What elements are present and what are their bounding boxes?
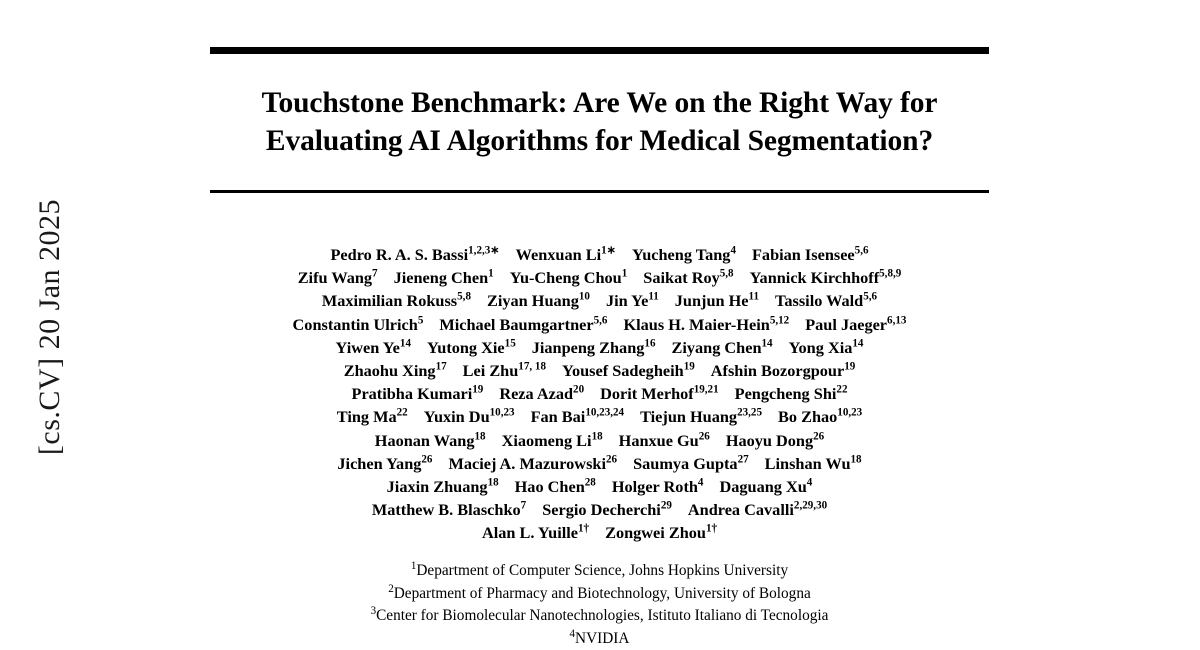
author-name: Ting Ma$^{22}$: [336, 407, 408, 427]
author-affiliation-marker: 15: [504, 337, 516, 350]
author-affiliation-marker: 1†: [578, 523, 590, 536]
author-affiliation-marker: 10: [578, 290, 590, 303]
author-affiliation-marker: 5,8: [457, 290, 471, 303]
author-affiliation-marker: 10,23,24: [585, 407, 625, 419]
author-name: Fabian Isensee$^{5,6}$: [751, 244, 869, 264]
author-affiliation-marker: 5,12: [769, 314, 790, 327]
author-line: [202, 475, 997, 498]
title-rule-bottom: [210, 190, 989, 193]
author-name: Yong Xia$^{14}$: [788, 337, 864, 357]
author-affiliation-marker: 14: [761, 337, 773, 350]
author-affiliation-marker: 23,25: [737, 407, 763, 419]
author-name: Maciej A. Mazurowski$^{26}$: [448, 453, 618, 473]
author-affiliation-marker: 14: [852, 337, 864, 350]
affiliation-text: Center for Biomolecular Nanotechnologies, Istituto Italiano di Tecnologia: [376, 607, 829, 625]
author-name: Wenxuan $Li^{1∗}$: [515, 244, 616, 264]
author-line: [202, 405, 997, 428]
affiliation-text: Department of Pharmacy and Biotechnology, University of Bologna: [393, 584, 811, 602]
author-name: Bo Zhao$^{10,23}$: [778, 407, 863, 427]
author-line: [202, 243, 997, 266]
author-affiliation-marker: 18: [850, 453, 862, 466]
author-affiliation-marker: 18: [474, 430, 486, 443]
author-name: Saumya Gupta$^{27}$: [633, 453, 749, 473]
author-affiliation-marker: 1: [488, 267, 494, 280]
affiliation-marker: 3: [370, 605, 377, 618]
author-affiliation-marker: 7: [372, 267, 378, 280]
affiliation-item: [202, 560, 997, 583]
author-name: Yutong Xie$^{15}$: [427, 337, 516, 357]
author-affiliation-marker: 1: [621, 267, 628, 280]
author-line: [202, 429, 997, 452]
author-affiliation-marker: 5,8,9: [879, 267, 902, 280]
author-line: [202, 452, 997, 475]
author-name: Tiejun Huang$^{23,25}$: [640, 407, 763, 427]
author-affiliation-marker: 14: [399, 337, 411, 350]
author-name: Michael Baumgartner$^{5,6}$: [439, 314, 608, 334]
arxiv-stamp-label: [cs.CV] 20 Jan 2025: [33, 198, 66, 456]
author-affiliation-marker: 19: [844, 360, 856, 373]
page-title: Touchstone Benchmark: Are We on the Right Way for Evaluating AI Algorithms for Medical Segmentation?: [261, 87, 938, 157]
author-affiliation-marker: 10,23: [837, 407, 863, 419]
affiliation-marker: 2: [388, 582, 394, 595]
affiliation-text: Department of Computer Science, Johns Hopkins University: [416, 562, 789, 579]
author-affiliation-marker: 20: [573, 383, 585, 396]
author-affiliation-marker: 19,21: [693, 383, 719, 396]
author-name: Lei Zhu$^{17, 18}$: [462, 360, 546, 381]
author-affiliation-marker: 1,2,3∗: [468, 244, 500, 257]
author-line: [202, 313, 997, 336]
author-name: Saikat Roy$^{5,8}$: [643, 267, 734, 288]
author-name: Yannick Kirchhoff$^{5,8,9}$: [749, 267, 902, 288]
author-name: Jichen Yang$^{26}$: [337, 453, 433, 473]
author-affiliation-marker: 4: [806, 476, 813, 489]
author-affiliation-marker: 26: [813, 430, 825, 443]
affiliation-item: [202, 605, 997, 628]
affiliation-text: NVIDIA: [575, 629, 630, 647]
author-name: Alan L. Yuille$^{1\dagger}$: [481, 523, 590, 543]
author-affiliation-marker: 18: [591, 430, 603, 443]
author-affiliation-marker: 29: [660, 499, 672, 512]
author-name: Daguang Xu$^4$: [719, 476, 813, 497]
author-name: Pratibha Kumari$^{19}$: [351, 383, 484, 404]
author-name: Paul Jaeger$^{6,13}$: [805, 314, 907, 334]
affiliation-list: [202, 560, 997, 650]
author-list: [202, 243, 997, 545]
author-name: Junjun He$^{11}$: [674, 290, 759, 311]
affiliation-item: [202, 628, 997, 650]
arxiv-stamp: [0, 0, 110, 648]
author-name: Dorit Merhof$^{19,21}$: [600, 383, 719, 404]
affiliation-item: [202, 583, 997, 606]
author-affiliation-marker: 26: [605, 453, 618, 466]
author-affiliation-marker: 16: [644, 337, 656, 350]
author-line: [202, 359, 997, 382]
author-name: Reza Azad$^{20}$: [499, 383, 585, 404]
author-affiliation-marker: 11: [748, 290, 759, 303]
author-affiliation-marker: 4: [730, 244, 736, 257]
author-name: Yuxin Du$^{10,23}$: [423, 407, 515, 427]
author-line: [202, 382, 997, 405]
author-affiliation-marker: 1∗: [601, 244, 616, 257]
author-affiliation-marker: 5,8: [719, 267, 734, 280]
author-name: Zhaohu Xing$^{17}$: [343, 360, 447, 381]
author-name: Jin Ye$^{11}$: [605, 290, 659, 311]
author-line: [202, 498, 997, 521]
affiliation-marker: 1: [410, 559, 417, 572]
author-affiliation-marker: 26: [421, 453, 433, 466]
author-name: Jieneng Chen$^1$: [393, 267, 494, 288]
author-name: Jianpeng Zhang$^{16}$: [531, 337, 656, 357]
author-name: Yucheng Tang$^4$: [631, 244, 736, 264]
author-name: Pedro R. A. S. Bassi$^{1,2,3∗}$: [330, 244, 500, 264]
author-affiliation-marker: 22: [396, 407, 408, 419]
author-name: Hanxue Gu$^{26}$: [618, 430, 710, 450]
author-line: [202, 289, 997, 312]
author-name: Afshin Bozorgpour$^{19}$: [710, 360, 856, 381]
author-name: Klaus H. Maier-Hein$^{5,12}$: [623, 314, 790, 334]
author-name: Ziyan Huang$^{10}$: [487, 290, 590, 311]
author-affiliation-marker: 5,6: [593, 314, 608, 327]
author-affiliation-marker: 19: [472, 383, 484, 396]
author-affiliation-marker: 6,13: [887, 314, 907, 327]
author-name: Haoyu Dong$^{26}$: [725, 430, 825, 450]
author-affiliation-marker: 26: [698, 430, 710, 443]
author-affiliation-marker: 27: [737, 453, 749, 466]
author-affiliation-marker: 22: [836, 383, 848, 396]
author-affiliation-marker: 5,6: [854, 244, 869, 257]
author-affiliation-marker: 2,29,30: [793, 499, 828, 512]
author-affiliation-marker: 5: [417, 314, 424, 327]
author-name: Haonan Wang$^{18}$: [374, 430, 486, 450]
author-name: Linshan Wu$^{18}$: [764, 453, 862, 473]
author-name: Jiaxin Zhuang$^{18}$: [386, 476, 499, 497]
author-affiliation-marker: 4: [697, 476, 704, 489]
author-name: Ziyang Chen$^{14}$: [671, 337, 773, 357]
author-name: Holger Roth$^4$: [611, 476, 704, 497]
author-name: Zifu Wang$^7$: [297, 267, 378, 288]
author-affiliation-marker: 7: [520, 499, 527, 512]
author-affiliation-marker: 17, 18: [518, 360, 546, 373]
author-affiliation-marker: 1†: [705, 523, 718, 536]
author-name: Yu-Cheng Chou$^1$: [509, 267, 628, 288]
author-line: [202, 266, 997, 289]
author-name: Fan Bai$^{10,23,24}$: [530, 407, 625, 427]
author-name: Constantin Ulrich$^5$: [292, 314, 424, 334]
paper-column: [210, 0, 990, 648]
author-name: Matthew B. Blaschko$^7$: [371, 499, 527, 520]
author-name: Hao Chen$^{28}$: [514, 476, 596, 497]
author-name: Yiwen Ye$^{14}$: [335, 337, 411, 357]
affiliation-marker: 4: [569, 627, 576, 640]
author-name: Zongwei Zhou$^{1\dagger}$: [605, 523, 718, 543]
author-name: Yousef Sadegheih$^{19}$: [562, 360, 695, 381]
title-rule-top: [210, 47, 989, 54]
author-affiliation-marker: 5,6: [863, 290, 878, 303]
author-name: Tassilo Wald$^{5,6}$: [775, 290, 878, 311]
author-name: Maximilian Rokuss$^{5,8}$: [321, 290, 471, 311]
author-affiliation-marker: 17: [435, 360, 447, 373]
author-line: [202, 336, 997, 359]
author-affiliation-marker: 18: [487, 476, 499, 489]
author-name: Pengcheng Shi$^{22}$: [734, 383, 848, 404]
author-affiliation-marker: 28: [584, 476, 596, 489]
author-name: Xiaomeng Li$^{18}$: [501, 430, 603, 450]
author-name: Andrea Cavalli$^{2,29,30}$: [687, 499, 828, 520]
author-name: Sergio Decherchi$^{29}$: [542, 499, 672, 520]
author-line: [202, 521, 997, 544]
author-affiliation-marker: 11: [648, 290, 659, 303]
author-affiliation-marker: 19: [683, 360, 695, 373]
author-affiliation-marker: 10,23: [489, 407, 515, 419]
